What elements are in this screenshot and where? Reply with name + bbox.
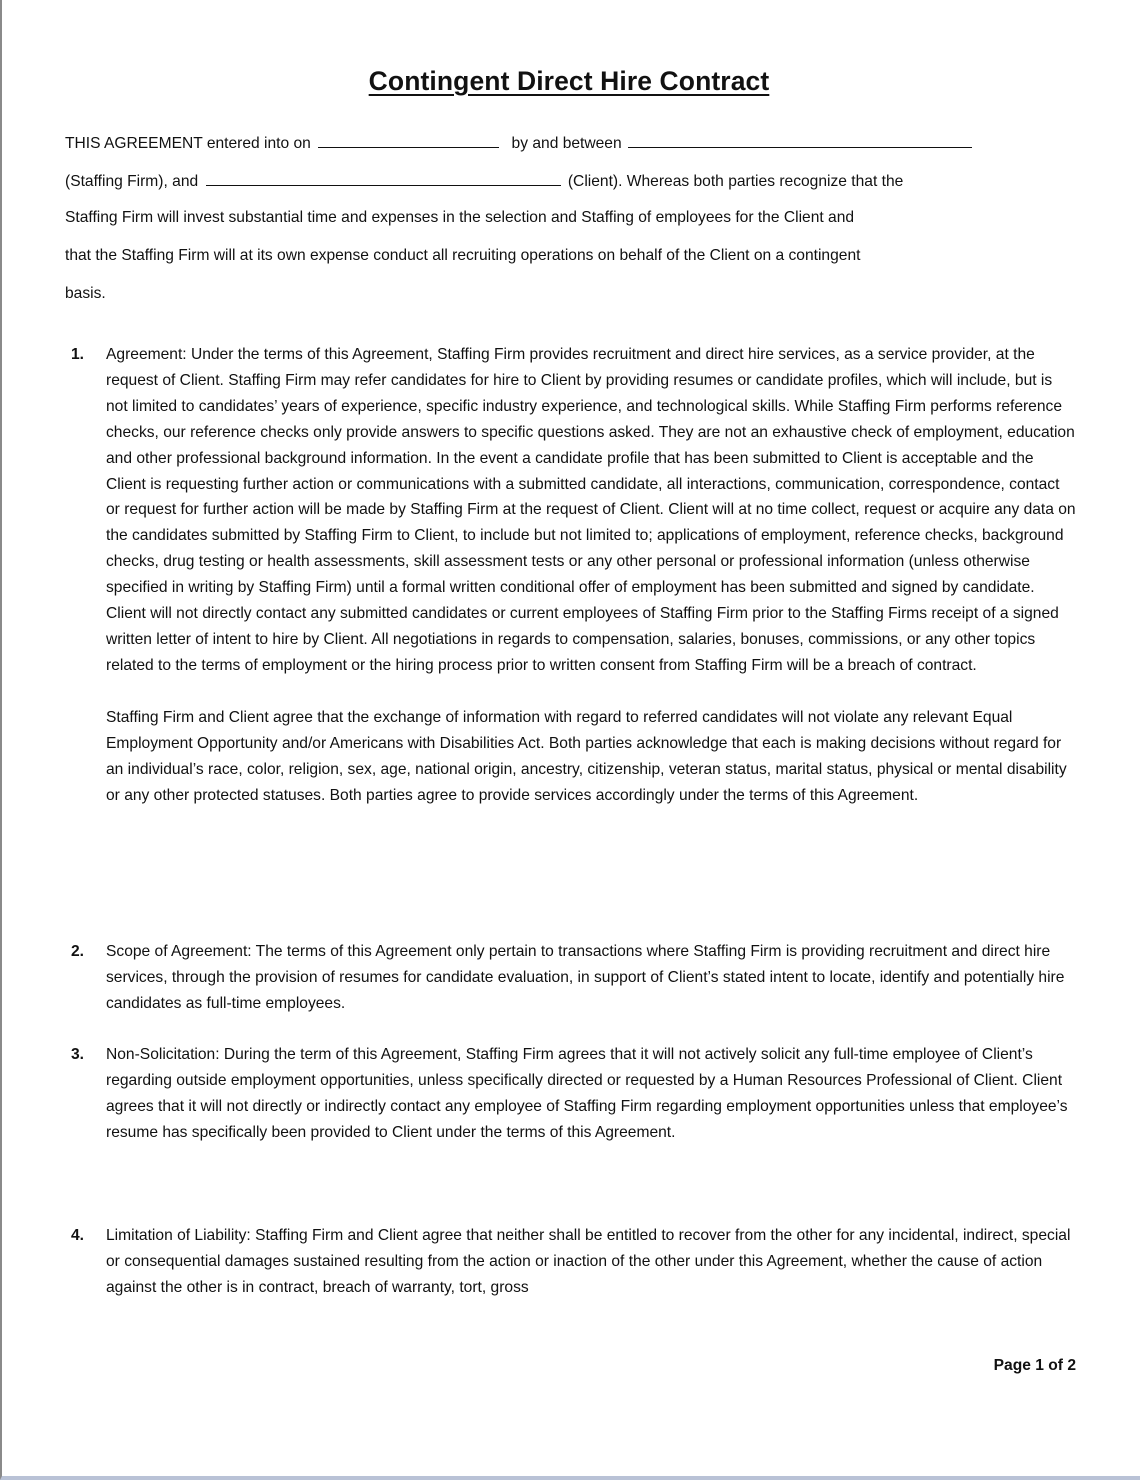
section-paragraph: Staffing Firm and Client agree that the exchange of information with regard to referred candidates will not violate any relevant Equal Employment Opportunity and/or Americans with Disabilities Act. Both parties acknowledge that each is making decisions without regard for an individual’s race, color, religion, sex, age, national origin, ancestry, citizenship, veteran status, marital status, physical or mental disability or any other protected statuses. Both parties agree to provide services accordingly under the terms of this Agreement. [106, 708, 1067, 804]
page-number: Page 1 of 2 [993, 1357, 1076, 1374]
section-non-solicitation [65, 1042, 1077, 1146]
section-paragraph: Limitation of Liability: Staffing Firm and Client agree that neither shall be entitled to recover from the other for any incidental, indirect, special or consequential damages sustained resulting from the action or inaction of the other under this Agreement, whether the cause of action against the other is in contract, breach of warranty, tort, gross [106, 1227, 1071, 1296]
section-body [106, 342, 1076, 808]
section-number: 3. [71, 1046, 85, 1063]
intro-text: (Staffing Firm), and [65, 173, 199, 190]
section-paragraph: Non-Solicitation: During the term of this Agreement, Staffing Firm agrees that it will not actively solicit any full-time employee of Client’s regarding outside employment opportunities, unless specifically directed or requested by a Human Resources Professional of Client. Client agrees that it will not directly or indirectly contact any employee of Staffing Firm regarding employment opportunities unless that employee’s resume has specifically been provided to Client under the terms of this Agreement. [106, 1046, 1068, 1141]
intro-line-1 [65, 134, 1070, 153]
section-number: 4. [71, 1227, 85, 1244]
intro-text: THIS AGREEMENT entered into on [65, 135, 311, 152]
section-body [106, 1223, 1076, 1301]
section-body [106, 939, 1076, 1017]
section-paragraph: Scope of Agreement: The terms of this Agreement only pertain to transactions where Staffing Firm is providing recruitment and direct hire services, through the provision of resumes for candidate evaluation, in support of Client’s stated intent to locate, identify and potentially hire candidates as full-time employees. [106, 943, 1065, 1012]
document-title: Contingent Direct Hire Contract [368, 66, 770, 96]
section-paragraph: Agreement: Under the terms of this Agreement, Staffing Firm provides recruitment and direct hire services, as a service provider, at the request of Client. Staffing Firm may refer candidates for hire to Client by providing resumes or candidate profiles, which will include, but is not limited to candidates’ years of experience, specific industry experience, and technological skills. While Staffing Firm performs reference checks, our reference checks only provide answers to specific questions asked. They are not an exhaustive check of employment, education and other professional background information. In the event a candidate profile that has been submitted to Client is acceptable and the Client is requesting further action or communications with a submitted candidate, all interactions, communication, correspondence, contact or request for further action will be made by Staffing Firm at the request of Client. Client will at no time collect, request or acquire any data on the candidates submitted by Staffing Firm to Client, to include but not limited to; applications of employment, reference checks, background checks, drug testing or health assessments, skill assessment tests or any other personal or professional information (unless otherwise specified in writing by Staffing Firm) until a formal written conditional offer of employment has been submitted and signed by candidate. Client will not directly contact any submitted candidates or current employees of Staffing Firm prior to the Staffing Firms receipt of a signed written letter of intent to hire by Client. All negotiations in regards to compensation, salaries, bonuses, commissions, or any other topics related to the terms of employment or the hiring process prior to written consent from Staffing Firm will be a breach of contract. [106, 346, 1076, 674]
intro-line-4: that the Staffing Firm will at its own expense conduct all recruiting operations on behalf of the Client on a contingent [65, 247, 861, 264]
staffing-firm-blank-field[interactable] [628, 135, 972, 148]
section-number: 2. [71, 943, 85, 960]
intro-line-3: Staffing Firm will invest substantial time and expenses in the selection and Staffing of employees for the Client and [65, 209, 855, 226]
intro-line-5: basis. [65, 285, 106, 302]
date-blank-field[interactable] [318, 135, 499, 148]
section-body [106, 1042, 1076, 1146]
section-limitation-of-liability [65, 1223, 1077, 1301]
intro-text: (Client). Whereas both parties recognize that the [567, 173, 904, 190]
intro-line-2 [65, 172, 1070, 191]
intro-text: by and between [511, 135, 622, 152]
section-scope [65, 939, 1077, 1017]
section-agreement [65, 342, 1077, 808]
section-number: 1. [71, 346, 85, 363]
client-blank-field[interactable] [206, 173, 561, 186]
